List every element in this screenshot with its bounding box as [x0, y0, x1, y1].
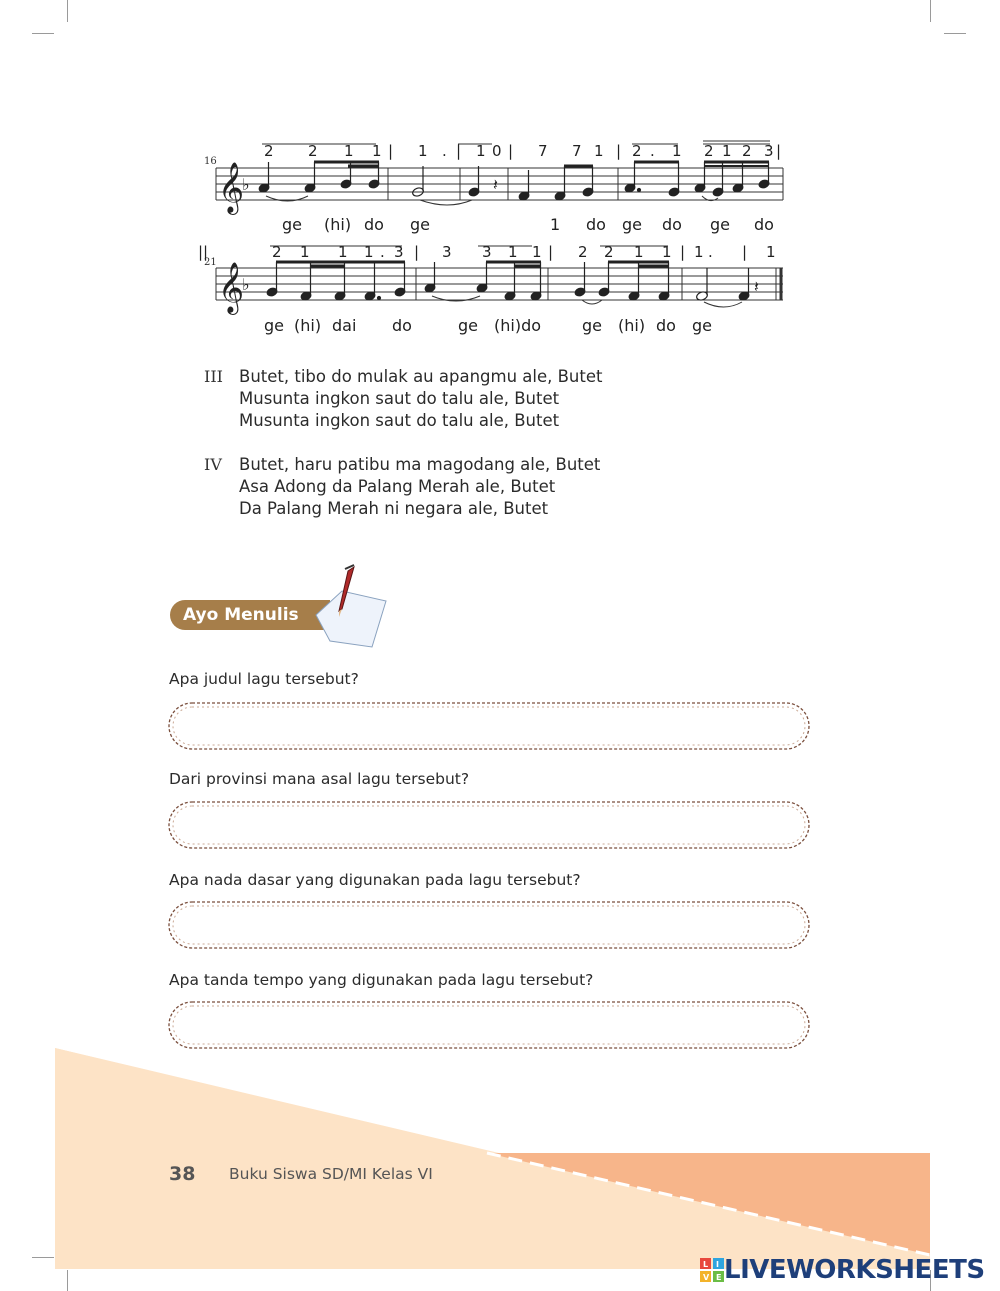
lyric-syllable: dai	[332, 316, 357, 335]
notation-token: 2	[704, 142, 714, 160]
notation-token: |	[742, 243, 748, 261]
notation-token: 0	[492, 142, 502, 160]
lyric-syllable: ge	[264, 316, 284, 335]
book-title: Buku Siswa SD/MI Kelas VI	[229, 1165, 433, 1183]
verse-line: Asa Adong da Palang Merah ale, Butet	[239, 477, 556, 496]
notation-token: |	[388, 142, 394, 160]
lyric-syllable: ge	[622, 215, 642, 234]
notation-token: ||	[198, 243, 209, 261]
notation-token: .	[650, 142, 655, 160]
notation-token: 1	[418, 142, 428, 160]
lyric-syllable: (hi)	[324, 215, 352, 234]
lyric-syllable: (hi)	[294, 316, 322, 335]
notation-token: 1	[338, 243, 348, 261]
lyric-syllable: do	[586, 215, 606, 234]
notation-token: 1	[766, 243, 776, 261]
lyric-syllable: ge	[710, 215, 730, 234]
notation-token: 7	[538, 142, 548, 160]
notation-token: 7	[572, 142, 582, 160]
logo-letter: I	[716, 1260, 719, 1269]
notation-token: |	[680, 243, 686, 261]
verse-line: Butet, tibo do mulak au apangmu ale, Butet	[239, 367, 603, 386]
notation-token: |	[616, 142, 622, 160]
logo-letter: E	[716, 1273, 722, 1282]
treble-clef-icon: 𝄞	[218, 262, 245, 313]
lyric-syllable: (hi)do	[494, 316, 542, 335]
notation-token: 2	[742, 142, 752, 160]
flat-sign-icon: ♭	[242, 275, 250, 294]
section-title: Ayo Menulis	[183, 605, 299, 625]
verse-line: Butet, haru patibu ma magodang ale, Butet	[239, 455, 601, 474]
notation-token: 2	[632, 142, 642, 160]
notation-token: 2	[272, 243, 282, 261]
notation-token: 1	[722, 142, 732, 160]
measure-number: 16	[204, 156, 217, 167]
lyric-syllable: ge	[410, 215, 430, 234]
notation-token: 2	[578, 243, 588, 261]
notation-token: 1	[300, 243, 310, 261]
verse-number: IV	[204, 455, 222, 474]
live-logo-icon	[700, 1258, 724, 1282]
flat-sign-icon: ♭	[242, 175, 250, 194]
notation-token: 1	[508, 243, 518, 261]
notation-token: 3	[482, 243, 492, 261]
notation-token: |	[414, 243, 420, 261]
notation-token: |	[508, 142, 514, 160]
notation-token: .	[380, 243, 385, 261]
notation-token: 1	[662, 243, 672, 261]
brand-name: LIVEWORKSHEETS	[724, 1255, 985, 1285]
question-3: Apa nada dasar yang digunakan pada lagu tersebut?	[169, 871, 581, 889]
notation-token: |	[776, 142, 782, 160]
notation-token: 1	[672, 142, 682, 160]
liveworksheets-logo	[700, 1255, 985, 1285]
verse-number: III	[204, 367, 223, 386]
notation-token: 1	[476, 142, 486, 160]
verse-line: Musunta ingkon saut do talu ale, Butet	[239, 389, 560, 408]
notation-token: 1	[634, 243, 644, 261]
svg-text:𝄽: 𝄽	[754, 277, 759, 296]
lyric-syllable: do	[364, 215, 384, 234]
notation-token: .	[442, 142, 447, 160]
svg-text:𝄽: 𝄽	[493, 175, 498, 194]
treble-clef-icon: 𝄞	[218, 162, 245, 213]
notation-token: 3	[764, 142, 774, 160]
question-2: Dari provinsi mana asal lagu tersebut?	[169, 770, 470, 788]
lyric-syllable: do	[754, 215, 774, 234]
notation-token: 2	[308, 142, 318, 160]
notation-token: 1	[372, 142, 382, 160]
verse-line: Musunta ingkon saut do talu ale, Butet	[239, 411, 560, 430]
page-number: 38	[169, 1163, 196, 1185]
lyric-syllable: ge	[692, 316, 712, 335]
question-1: Apa judul lagu tersebut?	[169, 670, 359, 688]
logo-letter: V	[703, 1273, 710, 1282]
notation-token: |	[548, 243, 554, 261]
notation-token: .	[708, 243, 713, 261]
notation-token: 1	[594, 142, 604, 160]
measure-number: 21	[204, 257, 217, 268]
notation-token: 1	[532, 243, 542, 261]
notation-token: 1	[344, 142, 354, 160]
lyric-syllable: ge	[282, 215, 302, 234]
lyric-syllable: 1	[550, 215, 561, 234]
logo-letter: L	[703, 1260, 709, 1269]
notation-token: 2	[604, 243, 614, 261]
notation-token: 3	[442, 243, 452, 261]
question-4: Apa tanda tempo yang digunakan pada lagu tersebut?	[169, 971, 594, 989]
notation-token: 1	[364, 243, 374, 261]
lyric-syllable: ge	[458, 316, 478, 335]
verse-line: Da Palang Merah ni negara ale, Butet	[239, 499, 549, 518]
lyric-syllable: do	[392, 316, 412, 335]
lyric-syllable: ge	[582, 316, 602, 335]
lyric-syllable: do	[656, 316, 676, 335]
notation-token: 3	[394, 243, 404, 261]
lyric-syllable: do	[662, 215, 682, 234]
lyric-syllable: (hi)	[618, 316, 646, 335]
notation-token: 2	[264, 142, 274, 160]
notation-token: 1	[694, 243, 704, 261]
notation-token: |	[456, 142, 462, 160]
